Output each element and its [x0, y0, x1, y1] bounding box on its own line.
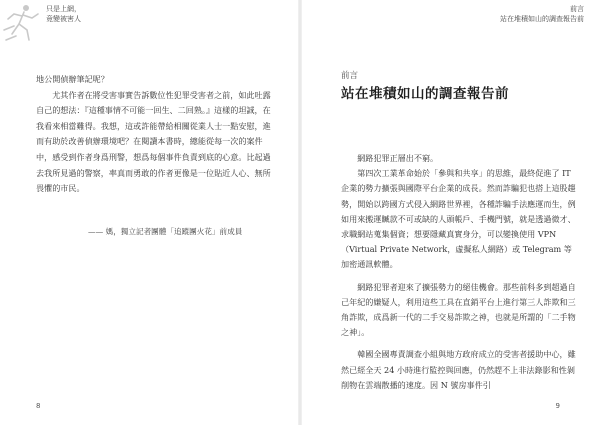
paragraph: 韓國全國專責調查小組與地方政府成立的受害者援助中心，雖然已經全天 24 小時進行監控與回應，仍然趕不上非法錄影和性剝削物在雲端散播的速度。因 N 號房事件引 [341, 349, 576, 390]
left-body-text [36, 72, 272, 197]
page-number-right: 9 [555, 402, 560, 410]
running-figure-icon [2, 0, 42, 46]
paragraph: 第四次工業革命始於「參與和共享」的思維，最終促進了 IT 企業的勢力擴張與國際平台企業的成長。然而詐騙犯也搭上這股趨勢，開始以跨國方式侵入網路世界裡，各種詐騙手法應運而生，例如用來搬運贓款不可或缺的人頭帳戶、手機門號，就是透過微才、求職網站蒐集個資；想要隱藏真實身分，可以變換使用 VPN（Virtual Private Network，虛擬私人網路）或 Telegram 等加密通訊軟體。 [341, 168, 576, 270]
page-number-left: 8 [36, 402, 41, 410]
paragraph: 地公開偵辦筆記呢？ [36, 74, 109, 84]
quote-attribution: —— 媽，獨立記者團體「追蹤團火花」前成員 [88, 227, 243, 236]
right-page [300, 0, 600, 425]
paragraph: 尤其作者在將受害事實告訴數位性犯罪受害者之前，如此吐露自己的想法：『這種事情不可能一回生、二回熟。』這樣的坦誠，在我看來相當難得。我想，這或許能帶給相關從業人士一點安慰，進而有助於改善偵辦環境吧？在閱讀本書時，總能從每一次的案件中，感受到作者身爲刑警，想爲每個事件負責到底的心意。比起過去我所見過的警察，率真而勇敢的作者更像是一位貼近人心、無所畏懼的市民。 [36, 89, 271, 194]
right-body-text [341, 151, 577, 393]
chapter-title: 站在堆積如山的調查報告前 [341, 86, 509, 102]
running-head-left [46, 4, 81, 24]
running-head-line: 只是上網， [46, 5, 81, 13]
paragraph: 網路犯罪者迎來了擴張勢力的絕佳機會。那些前科多到超過自己年紀的嫌疑人，利用這些工具在直銷平台上進行第三人詐欺和三角詐欺，成爲新一代的二手交易詐欺之神，也就是所謂的「二手物之神」。 [341, 281, 576, 338]
running-head-line: 竟變被害人 [46, 15, 81, 23]
running-head-right [500, 4, 584, 24]
running-head-line: 前言 [570, 5, 584, 13]
running-head-line: 站在堆積如山的調查報告前 [500, 15, 584, 23]
paragraph: 網路犯罪正層出不窮。 [357, 153, 439, 163]
chapter-label: 前言 [341, 71, 359, 81]
